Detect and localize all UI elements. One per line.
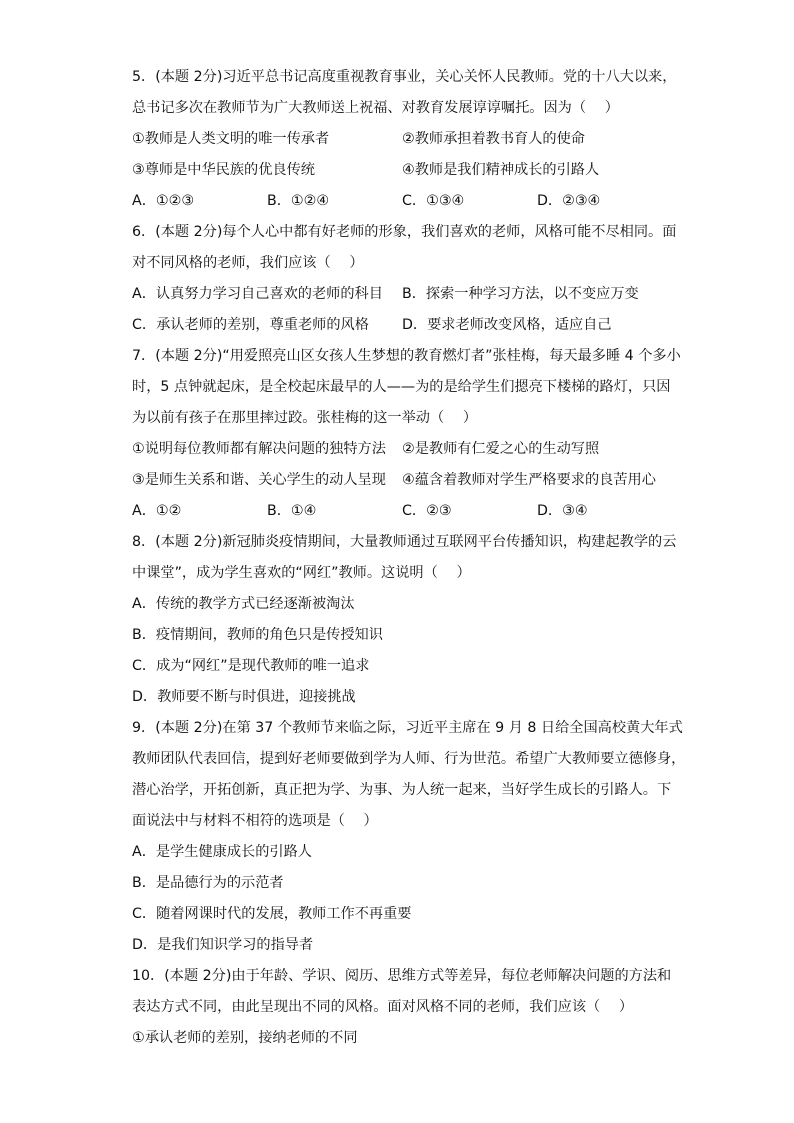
option-b: B．探索一种学习方法，以不变应万变	[402, 286, 639, 302]
option-b: B．疫情期间，教师的角色只是传授知识	[132, 627, 383, 643]
option-a: A．①②	[132, 503, 182, 519]
option-d: D．要求老师改变风格，适应自己	[402, 317, 612, 333]
option-d: D．是我们知识学习的指导者	[132, 937, 314, 953]
option-d: D．教师要不断与时俱进，迎接挑战	[132, 689, 356, 705]
question-stem-line: 9．(本题 2分)在第 37 个教师节来临之际，习近平主席在 9 月 8 日给全国高校黄大年式	[132, 720, 683, 736]
question-stem-line: 10．(本题 2分)由于年龄、学识、阅历、思维方式等差异，每位老师解决问题的方法和	[132, 968, 672, 984]
option-a: A．传统的教学方式已经逐渐被淘汰	[132, 596, 355, 612]
question-stem-line: 5．(本题 2分)习近平总书记高度重视教育事业，关心关怀人民教师。党的十八大以来，	[132, 69, 677, 85]
exam-page	[132, 62, 686, 1054]
question-6	[132, 217, 677, 341]
question-stem-line: 为以前有孩子在那里摔过跤。张桂梅的这一举动（ ）	[132, 410, 478, 426]
option-row	[132, 186, 672, 217]
question-9	[132, 713, 686, 961]
statement: ③是师生关系和谐、关心学生的动人呈现	[132, 472, 386, 488]
option-d: D．②③④	[537, 193, 601, 209]
question-stem-line: 8．(本题 2分)新冠肺炎疫情期间，大量教师通过互联网平台传播知识，构建起教学的云	[132, 534, 677, 550]
question-stem-line: 6．(本题 2分)每个人心中都有好老师的形象，我们喜欢的老师，风格可能不尽相同。面	[132, 224, 677, 240]
option-d: D．③④	[537, 503, 588, 519]
option-c: C．①③④	[402, 193, 465, 209]
statement: ①说明每位教师都有解决问题的独特方法	[132, 441, 386, 457]
question-stem-line: 总书记多次在教师节为广大教师送上祝福、对教育发展谆谆嘱托。因为（ ）	[132, 100, 619, 116]
question-stem-line: 7．(本题 2分)“用爱照亮山区女孩人生梦想的教育燃灯者”张桂梅，每天最多睡 4 个多小	[132, 348, 681, 364]
question-stem-line: 对不同风格的老师，我们应该（ ）	[132, 255, 364, 271]
option-c: C．②③	[402, 503, 452, 519]
option-b: B．①④	[267, 503, 317, 519]
option-c: C．成为“网红”是现代教师的唯一追求	[132, 658, 370, 674]
statement: ①教师是人类文明的唯一传承者	[132, 131, 330, 147]
statement: ④教师是我们精神成长的引路人	[402, 162, 600, 178]
question-5	[132, 62, 677, 217]
question-8	[132, 527, 677, 713]
question-7	[132, 341, 681, 527]
question-stem-line: 表达方式不同，由此呈现出不同的风格。面对风格不同的老师，我们应该（ ）	[132, 999, 634, 1015]
option-c: C．承认老师的差别，尊重老师的风格	[132, 317, 369, 333]
option-a: A．认真努力学习自己喜欢的老师的科目	[132, 286, 383, 302]
question-stem-line: 潜心治学，开拓创新，真正把为学、为事、为人统一起来，当好学生成长的引路人。下	[132, 782, 672, 798]
statement: ③尊师是中华民族的优良传统	[132, 162, 315, 178]
option-row	[132, 310, 672, 341]
option-row	[132, 279, 672, 310]
statement: ①承认老师的差别，接纳老师的不同	[132, 1030, 358, 1046]
question-stem-line: 时，5 点钟就起床，是全校起床最早的人——为的是给学生们摁亮下楼梯的路灯，只因	[132, 379, 671, 395]
statement-row	[132, 434, 672, 465]
statement-row	[132, 465, 672, 496]
statement: ②教师承担着教书育人的使命	[402, 131, 585, 147]
statement: ②是教师有仁爱之心的生动写照	[402, 441, 600, 457]
option-a: A．是学生健康成长的引路人	[132, 844, 312, 860]
question-10	[132, 961, 672, 1054]
option-a: A．①②③	[132, 193, 195, 209]
option-row	[132, 496, 672, 527]
option-b: B．是品德行为的示范者	[132, 875, 284, 891]
question-stem-line: 面说法中与材料不相符的选项是（ ）	[132, 813, 378, 829]
question-stem-line: 教师团队代表回信，提到好老师要做到学为人师、行为世范。希望广大教师要立德修身，	[132, 751, 686, 767]
statement: ④蕴含着教师对学生严格要求的良苦用心	[402, 472, 656, 488]
option-b: B．①②④	[267, 193, 330, 209]
statement-row	[132, 124, 672, 155]
question-stem-line: 中课堂”，成为学生喜欢的“网红”教师。这说明（ ）	[132, 565, 471, 581]
option-c: C．随着网课时代的发展，教师工作不再重要	[132, 906, 412, 922]
statement-row	[132, 155, 672, 186]
